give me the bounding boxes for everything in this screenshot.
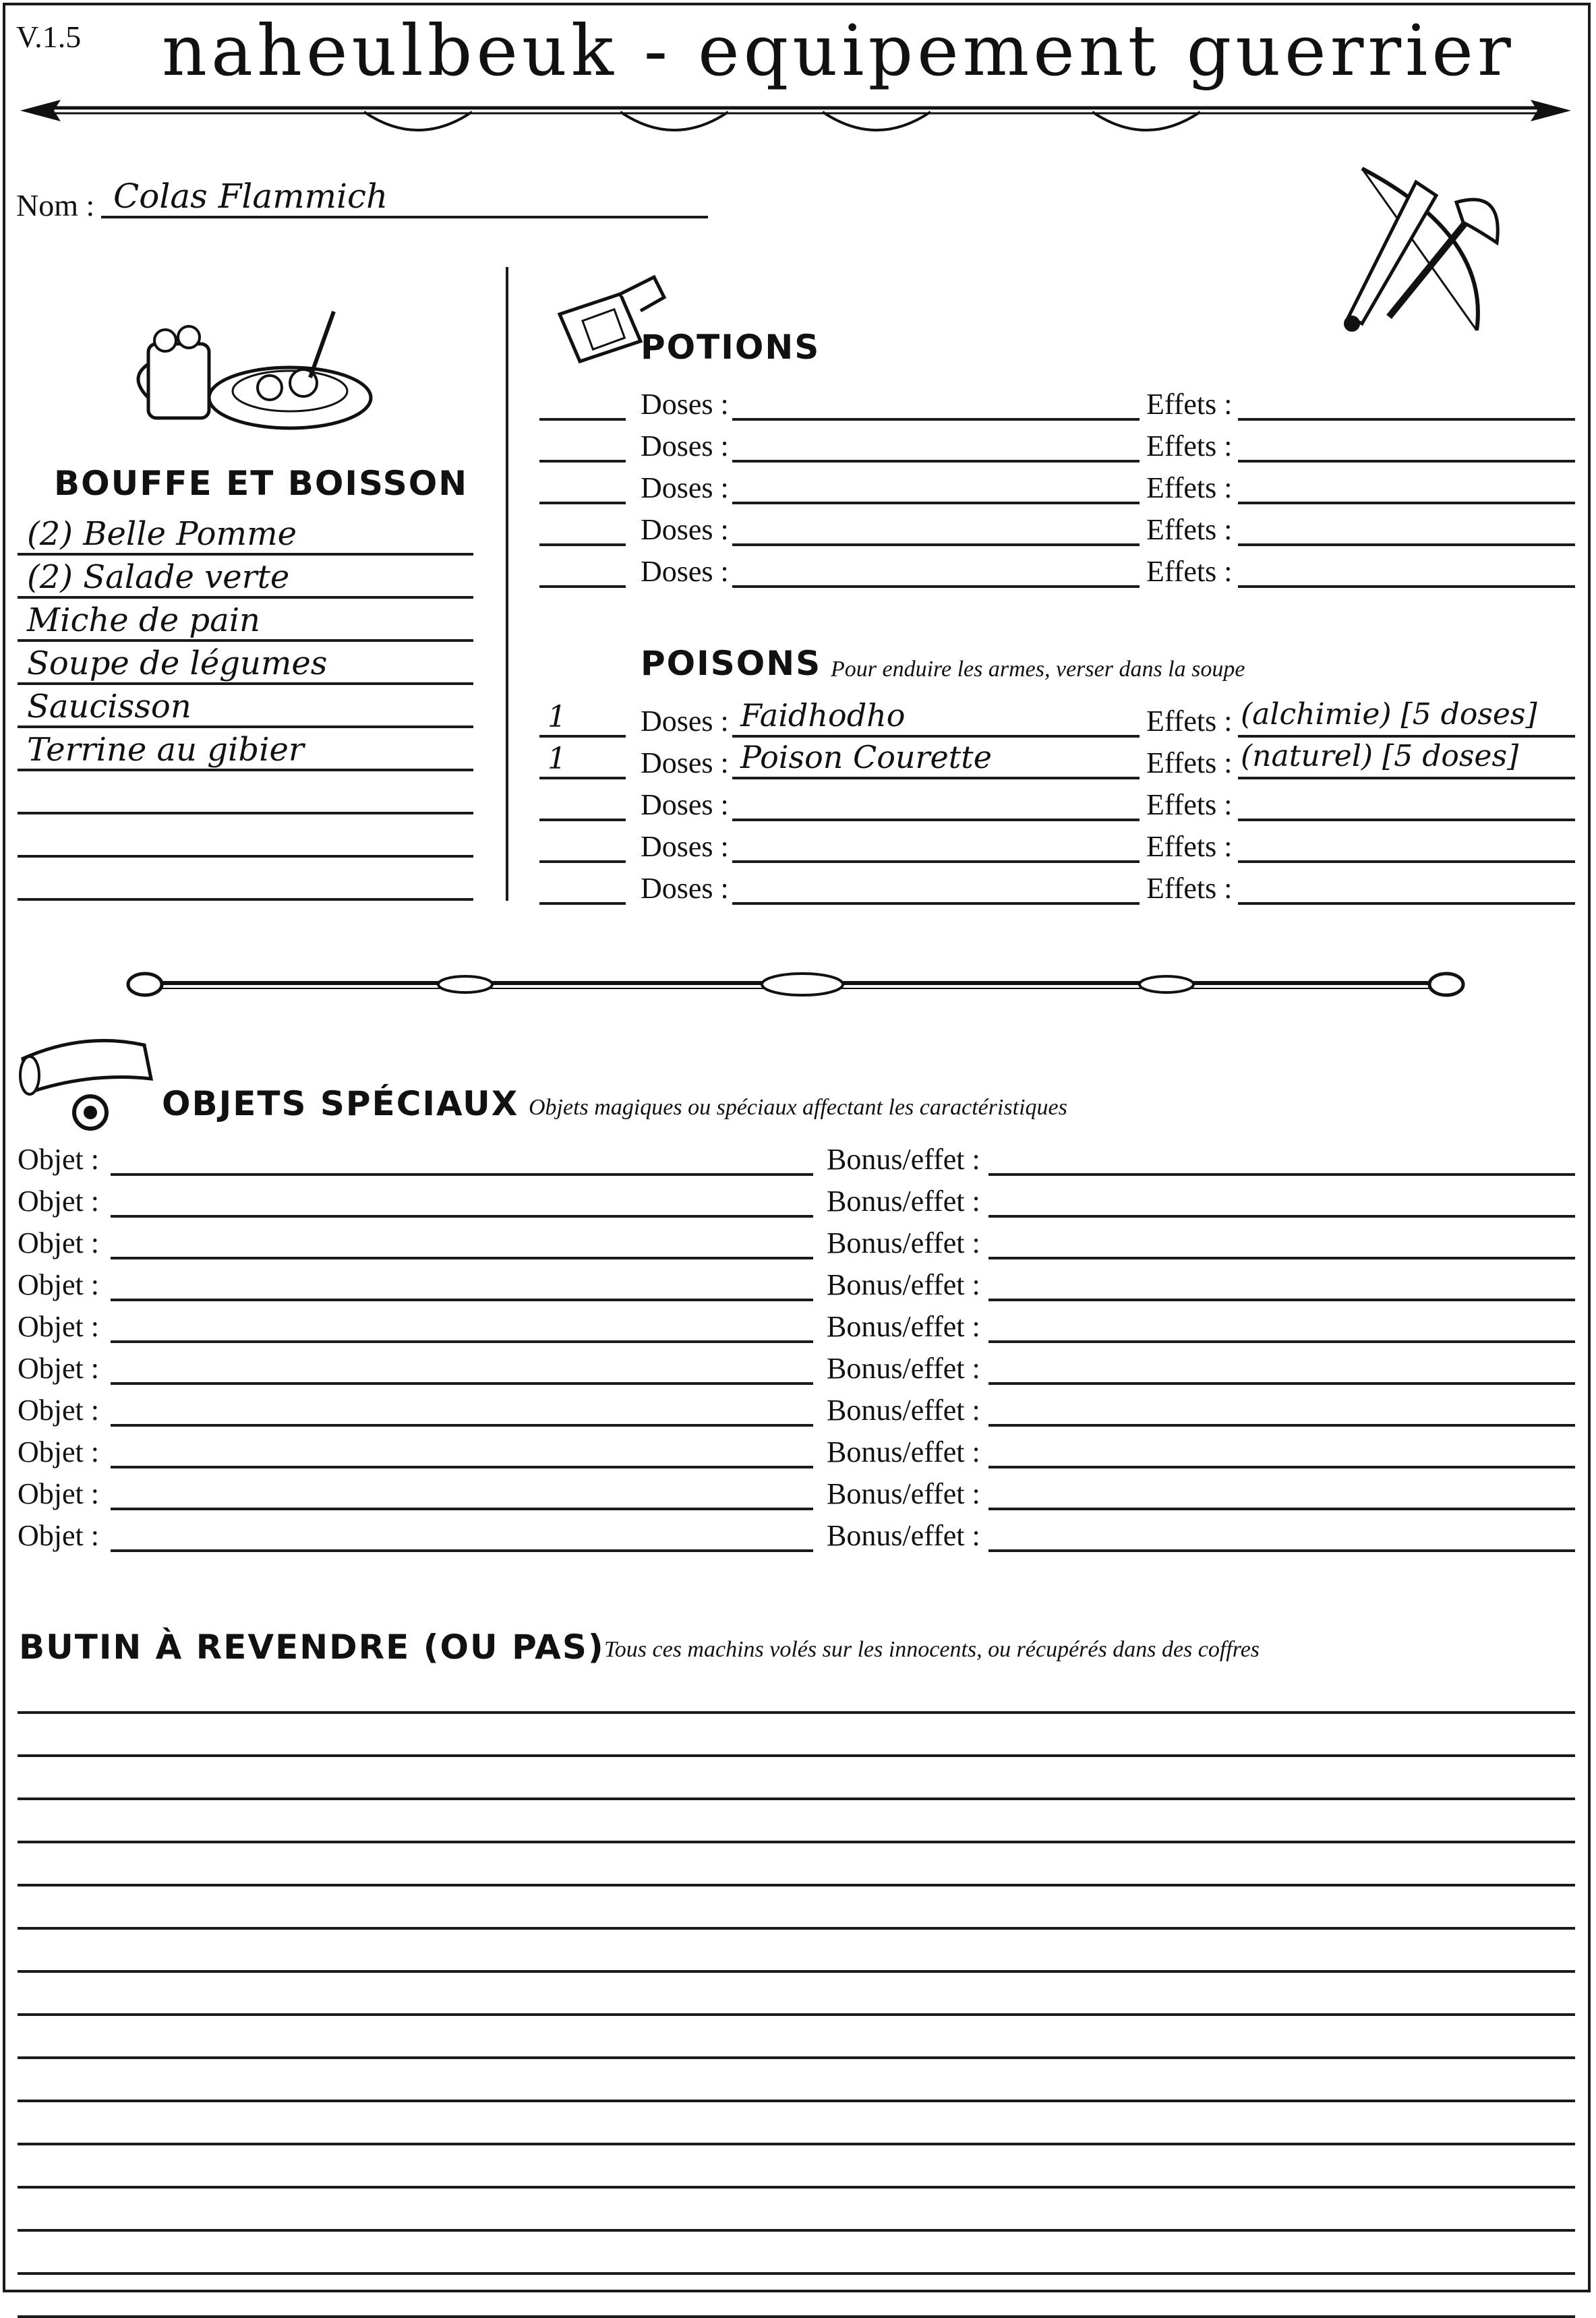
poisons-subtitle: Pour enduire les armes, verser dans la soupe: [831, 657, 1245, 682]
special-object-label: Objet :: [18, 1394, 99, 1427]
loot-line[interactable]: [18, 2315, 1575, 2318]
potions-doses-label: Doses :: [641, 555, 729, 588]
poisons-effects-line: [1238, 735, 1575, 738]
special-bonus-label: Bonus/effet :: [827, 1394, 980, 1427]
special-object-line: [111, 1340, 813, 1343]
special-object-label: Objet :: [18, 1226, 99, 1259]
loot-heading: BUTIN À REVENDRE (OU PAS): [19, 1628, 605, 1667]
food-line: [18, 725, 473, 728]
name-line: [101, 216, 708, 218]
staff-divider-icon: [128, 957, 1463, 1011]
potions-effects-label: Effets :: [1146, 429, 1233, 463]
food-line: [18, 639, 473, 642]
special-object-line: [111, 1424, 813, 1427]
loot-line[interactable]: [18, 2056, 1575, 2059]
food-item[interactable]: Soupe de légumes: [27, 645, 328, 682]
special-bonus-line: [988, 1173, 1575, 1176]
potions-doses-label: Doses :: [641, 513, 729, 546]
food-item[interactable]: Miche de pain: [27, 601, 260, 639]
loot-line[interactable]: [18, 1711, 1575, 1714]
loot-line[interactable]: [18, 1841, 1575, 1843]
loot-line[interactable]: [18, 1927, 1575, 1930]
potions-qty-line: [539, 418, 626, 421]
potions-effects-line: [1238, 585, 1575, 588]
poisons-doses-label: Doses :: [641, 830, 729, 863]
special-object-line: [111, 1173, 813, 1176]
special-object-label: Objet :: [18, 1185, 99, 1218]
potions-qty-line: [539, 543, 626, 546]
special-bonus-line: [988, 1257, 1575, 1259]
potions-doses-label: Doses :: [641, 429, 729, 463]
poisons-qty[interactable]: 1: [548, 742, 566, 776]
special-bonus-label: Bonus/effet :: [827, 1477, 980, 1510]
special-object-label: Objet :: [18, 1477, 99, 1510]
poisons-doses-label: Doses :: [641, 788, 729, 821]
poisons-doses-label: Doses :: [641, 705, 729, 738]
poisons-effects-line: [1238, 902, 1575, 905]
poisons-effects-label: Effets :: [1146, 705, 1233, 738]
poisons-qty-line: [539, 777, 626, 779]
potions-doses-label: Doses :: [641, 388, 729, 421]
page-title: naheulbeuk - equipement guerrier: [162, 9, 1515, 92]
potions-doses-line: [732, 502, 1140, 504]
potions-doses-line: [732, 418, 1140, 421]
loot-line[interactable]: [18, 2143, 1575, 2145]
food-line: [18, 898, 473, 901]
special-bonus-label: Bonus/effet :: [827, 1185, 980, 1218]
poisons-doses-line: [732, 777, 1140, 779]
name-value[interactable]: Colas Flammich: [113, 177, 388, 216]
food-line: [18, 769, 473, 771]
loot-subtitle: Tous ces machins volés sur les innocents, ou récupérés dans des coffres: [604, 1637, 1260, 1662]
special-heading: OBJETS SPÉCIAUX: [162, 1084, 519, 1123]
special-bonus-line: [988, 1466, 1575, 1468]
column-separator: [506, 267, 508, 901]
scroll-ring-icon: [16, 1025, 158, 1139]
special-subtitle: Objets magiques ou spéciaux affectant les caractéristiques: [529, 1095, 1067, 1120]
special-bonus-label: Bonus/effet :: [827, 1519, 980, 1552]
loot-line[interactable]: [18, 2100, 1575, 2102]
poisons-effects-label: Effets :: [1146, 746, 1233, 779]
special-bonus-line: [988, 1299, 1575, 1301]
special-bonus-line: [988, 1382, 1575, 1385]
special-object-line: [111, 1466, 813, 1468]
potions-effects-label: Effets :: [1146, 513, 1233, 546]
potions-doses-label: Doses :: [641, 471, 729, 504]
version-label: V.1.5: [16, 20, 82, 54]
loot-line[interactable]: [18, 2186, 1575, 2189]
special-object-label: Objet :: [18, 1435, 99, 1468]
loot-line[interactable]: [18, 1970, 1575, 1973]
food-line: [18, 596, 473, 599]
poisons-doses-line: [732, 902, 1140, 905]
spear-divider-icon: [13, 88, 1585, 148]
potions-effects-line: [1238, 460, 1575, 463]
food-line: [18, 553, 473, 556]
special-object-line: [111, 1299, 813, 1301]
poisons-effects-label: Effets :: [1146, 788, 1233, 821]
special-bonus-line: [988, 1424, 1575, 1427]
food-item[interactable]: Terrine au gibier: [27, 731, 304, 769]
potions-effects-line: [1238, 418, 1575, 421]
food-line: [18, 682, 473, 685]
special-bonus-label: Bonus/effet :: [827, 1352, 980, 1385]
food-item[interactable]: (2) Belle Pomme: [27, 515, 297, 553]
special-object-line: [111, 1215, 813, 1218]
poisons-doses-value[interactable]: Faidhodho: [740, 697, 906, 734]
potions-effects-label: Effets :: [1146, 555, 1233, 588]
poisons-effects-line: [1238, 819, 1575, 821]
special-object-label: Objet :: [18, 1268, 99, 1301]
special-bonus-line: [988, 1215, 1575, 1218]
food-item[interactable]: (2) Salade verte: [27, 558, 290, 596]
poisons-qty-line: [539, 735, 626, 738]
poisons-doses-line: [732, 860, 1140, 863]
special-object-label: Objet :: [18, 1352, 99, 1385]
loot-line[interactable]: [18, 2229, 1575, 2232]
special-object-line: [111, 1257, 813, 1259]
food-line: [18, 855, 473, 858]
loot-line[interactable]: [18, 2272, 1575, 2275]
special-object-line: [111, 1382, 813, 1385]
potions-effects-line: [1238, 502, 1575, 504]
special-bonus-label: Bonus/effet :: [827, 1435, 980, 1468]
poisons-doses-label: Doses :: [641, 872, 729, 905]
poisons-effects-value[interactable]: (naturel) [5 doses]: [1241, 739, 1519, 773]
special-bonus-line: [988, 1549, 1575, 1552]
special-object-label: Objet :: [18, 1310, 99, 1343]
special-bonus-label: Bonus/effet :: [827, 1226, 980, 1259]
food-icon: [135, 303, 378, 438]
special-bonus-label: Bonus/effet :: [827, 1310, 980, 1343]
name-label: Nom :: [16, 188, 95, 222]
special-object-line: [111, 1549, 813, 1552]
potions-qty-line: [539, 460, 626, 463]
special-object-line: [111, 1508, 813, 1510]
potions-qty-line: [539, 502, 626, 504]
potions-doses-line: [732, 585, 1140, 588]
poisons-effects-line: [1238, 860, 1575, 863]
poisons-qty-line: [539, 860, 626, 863]
potions-doses-line: [732, 460, 1140, 463]
food-line: [18, 812, 473, 814]
loot-line[interactable]: [18, 1797, 1575, 1800]
weapons-icon: [1322, 155, 1537, 337]
poisons-doses-value[interactable]: Poison Courette: [740, 739, 992, 775]
poisons-effects-label: Effets :: [1146, 830, 1233, 863]
food-item[interactable]: Saucisson: [27, 688, 191, 725]
potions-effects-label: Effets :: [1146, 471, 1233, 504]
potions-effects-label: Effets :: [1146, 388, 1233, 421]
potions-qty-line: [539, 585, 626, 588]
poisons-qty-line: [539, 902, 626, 905]
poisons-heading: POISONS: [641, 644, 822, 683]
food-heading: BOUFFE ET BOISSON: [54, 464, 469, 503]
potions-heading: POTIONS: [641, 328, 821, 367]
potions-effects-line: [1238, 543, 1575, 546]
poisons-qty[interactable]: 1: [548, 700, 566, 734]
special-object-label: Objet :: [18, 1143, 99, 1176]
potions-doses-line: [732, 543, 1140, 546]
poisons-effects-value[interactable]: (alchimie) [5 doses]: [1241, 697, 1537, 732]
special-bonus-label: Bonus/effet :: [827, 1143, 980, 1176]
poisons-effects-line: [1238, 777, 1575, 779]
special-bonus-line: [988, 1508, 1575, 1510]
special-object-label: Objet :: [18, 1519, 99, 1552]
poisons-doses-line: [732, 735, 1140, 738]
special-bonus-line: [988, 1340, 1575, 1343]
poisons-doses-label: Doses :: [641, 746, 729, 779]
special-bonus-label: Bonus/effet :: [827, 1268, 980, 1301]
loot-line[interactable]: [18, 1754, 1575, 1757]
poisons-doses-line: [732, 819, 1140, 821]
poisons-qty-line: [539, 819, 626, 821]
poisons-effects-label: Effets :: [1146, 872, 1233, 905]
loot-line[interactable]: [18, 1884, 1575, 1886]
loot-line[interactable]: [18, 2013, 1575, 2016]
